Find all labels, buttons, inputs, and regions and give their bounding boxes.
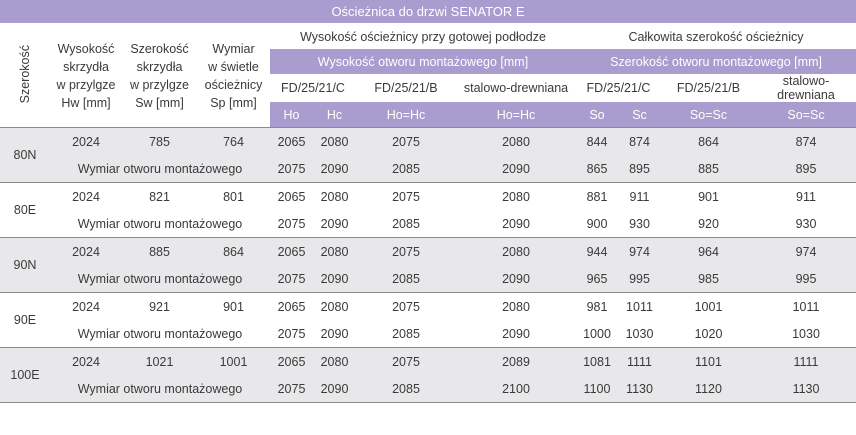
table-row: [0, 238, 856, 266]
value-cell: 930: [618, 210, 661, 238]
symbol-header: Ho=Hc: [356, 102, 456, 128]
value-cell: 2065: [270, 128, 313, 156]
value-cell: 1011: [618, 293, 661, 321]
value-cell: 2075: [356, 183, 456, 211]
mounting-label: Wymiar otworu montażowego: [50, 155, 270, 183]
table-title: Ościeżnica do drzwi SENATOR E: [0, 0, 856, 24]
value-cell: 865: [576, 155, 618, 183]
value-cell: 2085: [356, 155, 456, 183]
size-cell: 100E: [0, 348, 50, 403]
value-cell: 2090: [456, 265, 576, 293]
table-row: [0, 293, 856, 321]
size-cell: 80E: [0, 183, 50, 238]
value-cell: 895: [618, 155, 661, 183]
value-cell: 2090: [313, 265, 356, 293]
value-cell: 874: [618, 128, 661, 156]
value-cell: 1011: [756, 293, 856, 321]
sw-cell: 921: [122, 293, 197, 321]
table-row: [0, 375, 856, 403]
value-cell: 2080: [313, 348, 356, 376]
value-cell: 2075: [356, 348, 456, 376]
value-cell: 2085: [356, 210, 456, 238]
mounting-label: Wymiar otworu montażowego: [50, 375, 270, 403]
type-header: stalowo-drewniana: [456, 74, 576, 102]
table-row: [0, 155, 856, 183]
symbol-header: So=Sc: [661, 102, 756, 128]
value-cell: 844: [576, 128, 618, 156]
value-cell: 901: [661, 183, 756, 211]
width-group-header: Całkowita szerokość ościeżnicy: [576, 24, 856, 50]
value-cell: 2065: [270, 183, 313, 211]
type-header: FD/25/21/C: [270, 74, 356, 102]
value-cell: 920: [661, 210, 756, 238]
sw-cell: 785: [122, 128, 197, 156]
value-cell: 881: [576, 183, 618, 211]
value-cell: 911: [756, 183, 856, 211]
value-cell: 974: [618, 238, 661, 266]
value-cell: 2090: [313, 375, 356, 403]
value-cell: 2075: [356, 293, 456, 321]
value-cell: 2075: [356, 128, 456, 156]
value-cell: 1101: [661, 348, 756, 376]
symbol-header: So=Sc: [756, 102, 856, 128]
value-cell: 2090: [456, 320, 576, 348]
value-cell: 874: [756, 128, 856, 156]
hw-header: Wysokość skrzydła w przylgze Hw [mm]: [50, 24, 122, 128]
sp-header: Wymiar w świetle ościeżnicy Sp [mm]: [197, 24, 270, 128]
symbol-header: Ho=Hc: [456, 102, 576, 128]
value-cell: 2075: [270, 265, 313, 293]
hw-cell: 2024: [50, 128, 122, 156]
hw-cell: 2024: [50, 293, 122, 321]
value-cell: 985: [661, 265, 756, 293]
value-cell: 981: [576, 293, 618, 321]
mounting-label: Wymiar otworu montażowego: [50, 265, 270, 293]
value-cell: 1111: [756, 348, 856, 376]
value-cell: 900: [576, 210, 618, 238]
table-row: [0, 265, 856, 293]
value-cell: 1100: [576, 375, 618, 403]
value-cell: 2080: [456, 128, 576, 156]
value-cell: 2075: [270, 210, 313, 238]
value-cell: 2089: [456, 348, 576, 376]
symbol-header: Ho: [270, 102, 313, 128]
value-cell: 911: [618, 183, 661, 211]
size-header: Szerokość: [0, 24, 50, 128]
sp-cell: 1001: [197, 348, 270, 376]
value-cell: 930: [756, 210, 856, 238]
value-cell: 995: [618, 265, 661, 293]
value-cell: 2080: [313, 128, 356, 156]
value-cell: 2080: [456, 183, 576, 211]
sp-cell: 901: [197, 293, 270, 321]
sw-cell: 885: [122, 238, 197, 266]
table-row: [0, 183, 856, 211]
sw-header: Szerokość skrzydła w przylgze Sw [mm]: [122, 24, 197, 128]
value-cell: 965: [576, 265, 618, 293]
value-cell: 964: [661, 238, 756, 266]
symbol-header: So: [576, 102, 618, 128]
value-cell: 1030: [756, 320, 856, 348]
value-cell: 995: [756, 265, 856, 293]
value-cell: 944: [576, 238, 618, 266]
value-cell: 2090: [456, 210, 576, 238]
table-row: [0, 128, 856, 156]
value-cell: 2065: [270, 348, 313, 376]
sp-cell: 864: [197, 238, 270, 266]
sw-cell: 1021: [122, 348, 197, 376]
sw-cell: 821: [122, 183, 197, 211]
value-cell: 2065: [270, 293, 313, 321]
table-row: [0, 320, 856, 348]
symbol-header: Sc: [618, 102, 661, 128]
height-group-header: Wysokość ościeżnicy przy gotowej podłodze: [270, 24, 576, 50]
value-cell: 2080: [313, 183, 356, 211]
value-cell: 1081: [576, 348, 618, 376]
type-header: FD/25/21/C: [576, 74, 661, 102]
table-row: [0, 210, 856, 238]
mounting-label: Wymiar otworu montażowego: [50, 320, 270, 348]
value-cell: 2085: [356, 265, 456, 293]
value-cell: 2075: [270, 375, 313, 403]
type-header: stalowo-drewniana: [756, 74, 856, 102]
value-cell: 1030: [618, 320, 661, 348]
value-cell: 2080: [456, 293, 576, 321]
size-cell: 90E: [0, 293, 50, 348]
sp-cell: 801: [197, 183, 270, 211]
table-row: [0, 348, 856, 376]
value-cell: 2085: [356, 320, 456, 348]
symbol-header: Hc: [313, 102, 356, 128]
mounting-label: Wymiar otworu montażowego: [50, 210, 270, 238]
value-cell: 1020: [661, 320, 756, 348]
value-cell: 885: [661, 155, 756, 183]
value-cell: 1111: [618, 348, 661, 376]
width-sub-header: Szerokość otworu montażowego [mm]: [576, 49, 856, 74]
value-cell: 2085: [356, 375, 456, 403]
value-cell: 2090: [313, 210, 356, 238]
value-cell: 2090: [313, 320, 356, 348]
value-cell: 2075: [270, 155, 313, 183]
value-cell: 2075: [270, 320, 313, 348]
hw-cell: 2024: [50, 238, 122, 266]
type-header: FD/25/21/B: [356, 74, 456, 102]
value-cell: 2065: [270, 238, 313, 266]
size-cell: 90N: [0, 238, 50, 293]
value-cell: 1120: [661, 375, 756, 403]
hw-cell: 2024: [50, 348, 122, 376]
hw-cell: 2024: [50, 183, 122, 211]
size-cell: 80N: [0, 128, 50, 183]
value-cell: 1130: [618, 375, 661, 403]
height-sub-header: Wysokość otworu montażowego [mm]: [270, 49, 576, 74]
sp-cell: 764: [197, 128, 270, 156]
value-cell: 2080: [313, 293, 356, 321]
value-cell: 2080: [456, 238, 576, 266]
value-cell: 2090: [456, 155, 576, 183]
value-cell: 2080: [313, 238, 356, 266]
value-cell: 895: [756, 155, 856, 183]
value-cell: 2090: [313, 155, 356, 183]
value-cell: 864: [661, 128, 756, 156]
value-cell: 2100: [456, 375, 576, 403]
value-cell: 974: [756, 238, 856, 266]
value-cell: 1130: [756, 375, 856, 403]
type-header: FD/25/21/B: [661, 74, 756, 102]
value-cell: 2075: [356, 238, 456, 266]
value-cell: 1001: [661, 293, 756, 321]
value-cell: 1000: [576, 320, 618, 348]
